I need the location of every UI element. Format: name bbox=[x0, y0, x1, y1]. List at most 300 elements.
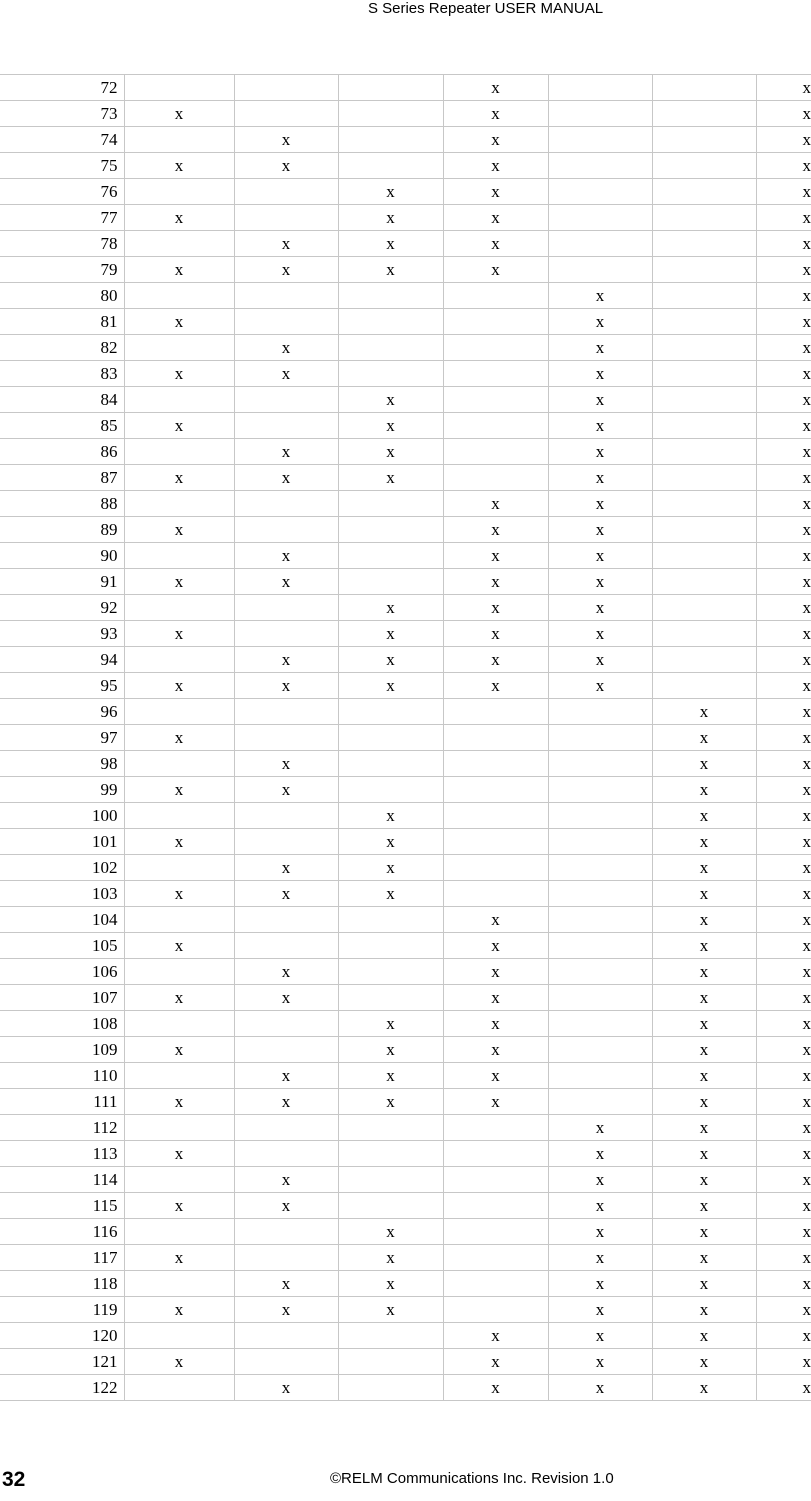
table-cell bbox=[124, 491, 234, 517]
table-cell: x bbox=[652, 1141, 756, 1167]
table-cell: x bbox=[338, 1219, 443, 1245]
table-row bbox=[0, 1115, 811, 1141]
table-cell: x bbox=[234, 881, 338, 907]
table-cell: x bbox=[338, 257, 443, 283]
table-cell: x bbox=[756, 153, 811, 179]
row-number: 97 bbox=[0, 725, 124, 751]
table-row bbox=[0, 257, 811, 283]
table-cell bbox=[234, 1115, 338, 1141]
table-cell bbox=[124, 179, 234, 205]
table-cell: x bbox=[548, 1323, 652, 1349]
table-cell: x bbox=[443, 101, 548, 127]
table-cell: x bbox=[652, 1063, 756, 1089]
table-cell bbox=[234, 1323, 338, 1349]
table-cell bbox=[338, 1141, 443, 1167]
table-cell bbox=[443, 1115, 548, 1141]
table-cell bbox=[548, 1063, 652, 1089]
table-cell bbox=[338, 569, 443, 595]
table-cell: x bbox=[756, 855, 811, 881]
table-cell bbox=[443, 1245, 548, 1271]
row-number: 92 bbox=[0, 595, 124, 621]
row-number: 103 bbox=[0, 881, 124, 907]
table-cell bbox=[443, 1219, 548, 1245]
row-number: 82 bbox=[0, 335, 124, 361]
table-cell bbox=[124, 647, 234, 673]
row-number: 105 bbox=[0, 933, 124, 959]
table-cell: x bbox=[756, 595, 811, 621]
table-row bbox=[0, 413, 811, 439]
table-cell bbox=[443, 881, 548, 907]
table-cell: x bbox=[652, 1245, 756, 1271]
table-cell: x bbox=[652, 1375, 756, 1401]
table-cell bbox=[234, 413, 338, 439]
table-cell: x bbox=[756, 699, 811, 725]
row-number: 111 bbox=[0, 1089, 124, 1115]
table-cell bbox=[652, 179, 756, 205]
table-cell: x bbox=[234, 335, 338, 361]
table-cell: x bbox=[548, 595, 652, 621]
table-cell bbox=[443, 829, 548, 855]
table-cell: x bbox=[234, 439, 338, 465]
table-cell: x bbox=[234, 361, 338, 387]
table-cell: x bbox=[124, 1141, 234, 1167]
table-cell: x bbox=[124, 517, 234, 543]
table-cell bbox=[234, 1141, 338, 1167]
table-row bbox=[0, 621, 811, 647]
table-cell: x bbox=[338, 1011, 443, 1037]
table-cell: x bbox=[234, 777, 338, 803]
table-cell: x bbox=[234, 1271, 338, 1297]
table-cell: x bbox=[124, 465, 234, 491]
table-row bbox=[0, 153, 811, 179]
table-cell bbox=[443, 1167, 548, 1193]
table-cell: x bbox=[548, 283, 652, 309]
table-cell: x bbox=[756, 1141, 811, 1167]
table-cell: x bbox=[443, 231, 548, 257]
table-cell: x bbox=[548, 1245, 652, 1271]
table-cell bbox=[338, 361, 443, 387]
table-cell: x bbox=[756, 725, 811, 751]
row-number: 83 bbox=[0, 361, 124, 387]
table-row bbox=[0, 127, 811, 153]
table-cell: x bbox=[756, 1323, 811, 1349]
table-cell: x bbox=[652, 1271, 756, 1297]
table-cell bbox=[124, 803, 234, 829]
table-cell bbox=[652, 673, 756, 699]
table-cell: x bbox=[548, 1375, 652, 1401]
table-cell bbox=[338, 491, 443, 517]
table-cell: x bbox=[756, 933, 811, 959]
table-cell bbox=[234, 205, 338, 231]
table-row bbox=[0, 1297, 811, 1323]
table-row bbox=[0, 803, 811, 829]
table-cell bbox=[548, 881, 652, 907]
table-cell: x bbox=[548, 621, 652, 647]
table-cell: x bbox=[652, 751, 756, 777]
table-cell bbox=[338, 309, 443, 335]
table-cell bbox=[234, 621, 338, 647]
table-cell: x bbox=[443, 491, 548, 517]
table-cell: x bbox=[443, 647, 548, 673]
table-cell: x bbox=[443, 673, 548, 699]
table-cell: x bbox=[338, 673, 443, 699]
table-cell: x bbox=[756, 803, 811, 829]
table-cell bbox=[124, 699, 234, 725]
table-cell: x bbox=[338, 829, 443, 855]
table-cell bbox=[652, 283, 756, 309]
table-cell: x bbox=[443, 1349, 548, 1375]
table-row bbox=[0, 725, 811, 751]
table-cell bbox=[548, 907, 652, 933]
table-cell bbox=[652, 257, 756, 283]
table-cell bbox=[548, 179, 652, 205]
table-row bbox=[0, 101, 811, 127]
table-row bbox=[0, 933, 811, 959]
table-cell bbox=[234, 179, 338, 205]
table-cell bbox=[548, 205, 652, 231]
table-cell bbox=[548, 101, 652, 127]
table-cell bbox=[652, 75, 756, 101]
table-cell: x bbox=[548, 1219, 652, 1245]
table-cell bbox=[443, 1297, 548, 1323]
table-cell: x bbox=[443, 907, 548, 933]
row-number: 100 bbox=[0, 803, 124, 829]
table-cell bbox=[548, 153, 652, 179]
row-number: 98 bbox=[0, 751, 124, 777]
table-cell bbox=[652, 231, 756, 257]
table-cell: x bbox=[124, 777, 234, 803]
table-cell bbox=[124, 907, 234, 933]
table-cell bbox=[548, 75, 652, 101]
table-cell bbox=[652, 335, 756, 361]
table-cell: x bbox=[124, 621, 234, 647]
table-cell bbox=[443, 1141, 548, 1167]
table-row bbox=[0, 1063, 811, 1089]
table-cell bbox=[338, 1323, 443, 1349]
table-cell: x bbox=[338, 621, 443, 647]
table-cell: x bbox=[338, 1063, 443, 1089]
table-cell bbox=[652, 361, 756, 387]
table-cell bbox=[338, 1349, 443, 1375]
table-cell: x bbox=[338, 803, 443, 829]
table-cell: x bbox=[548, 361, 652, 387]
table-cell: x bbox=[234, 569, 338, 595]
table-cell: x bbox=[756, 673, 811, 699]
table-cell bbox=[338, 1115, 443, 1141]
table-cell: x bbox=[652, 959, 756, 985]
table-cell: x bbox=[756, 985, 811, 1011]
table-cell: x bbox=[756, 257, 811, 283]
row-number: 115 bbox=[0, 1193, 124, 1219]
table-cell bbox=[548, 127, 652, 153]
table-cell bbox=[652, 101, 756, 127]
table-cell: x bbox=[756, 1167, 811, 1193]
table-cell bbox=[234, 309, 338, 335]
table-cell: x bbox=[338, 465, 443, 491]
row-number: 74 bbox=[0, 127, 124, 153]
table-cell bbox=[338, 933, 443, 959]
table-row bbox=[0, 1375, 811, 1401]
table-cell bbox=[338, 959, 443, 985]
row-number: 77 bbox=[0, 205, 124, 231]
table-cell: x bbox=[548, 543, 652, 569]
table-row bbox=[0, 543, 811, 569]
table-cell: x bbox=[234, 673, 338, 699]
table-cell bbox=[652, 439, 756, 465]
table-cell bbox=[338, 75, 443, 101]
table-row bbox=[0, 335, 811, 361]
table-cell: x bbox=[756, 179, 811, 205]
table-cell: x bbox=[338, 205, 443, 231]
table-cell: x bbox=[756, 205, 811, 231]
table-cell bbox=[652, 387, 756, 413]
table-cell bbox=[124, 959, 234, 985]
row-number: 88 bbox=[0, 491, 124, 517]
row-number: 93 bbox=[0, 621, 124, 647]
row-number: 108 bbox=[0, 1011, 124, 1037]
table-cell: x bbox=[756, 647, 811, 673]
table-cell bbox=[234, 1011, 338, 1037]
table-cell: x bbox=[756, 413, 811, 439]
table-cell bbox=[124, 1375, 234, 1401]
row-number: 107 bbox=[0, 985, 124, 1011]
table-cell: x bbox=[338, 439, 443, 465]
table-cell: x bbox=[756, 1089, 811, 1115]
row-number: 112 bbox=[0, 1115, 124, 1141]
table-cell: x bbox=[443, 1011, 548, 1037]
table-cell bbox=[338, 283, 443, 309]
table-cell: x bbox=[756, 1271, 811, 1297]
row-number: 78 bbox=[0, 231, 124, 257]
table-row bbox=[0, 699, 811, 725]
table-cell: x bbox=[652, 1297, 756, 1323]
table-cell: x bbox=[338, 387, 443, 413]
table-cell: x bbox=[756, 439, 811, 465]
table-cell bbox=[234, 1245, 338, 1271]
table-cell bbox=[548, 699, 652, 725]
table-cell bbox=[338, 1193, 443, 1219]
table-cell bbox=[124, 283, 234, 309]
table-cell bbox=[443, 855, 548, 881]
table-cell: x bbox=[234, 465, 338, 491]
table-row bbox=[0, 179, 811, 205]
table-cell bbox=[338, 751, 443, 777]
table-cell: x bbox=[548, 517, 652, 543]
row-number: 73 bbox=[0, 101, 124, 127]
table-cell: x bbox=[124, 413, 234, 439]
table-cell: x bbox=[338, 855, 443, 881]
table-row bbox=[0, 231, 811, 257]
table-cell: x bbox=[548, 491, 652, 517]
table-cell: x bbox=[124, 673, 234, 699]
table-row bbox=[0, 1245, 811, 1271]
table-cell: x bbox=[234, 1297, 338, 1323]
table-cell bbox=[443, 309, 548, 335]
table-row bbox=[0, 283, 811, 309]
table-cell: x bbox=[756, 1193, 811, 1219]
table-row bbox=[0, 595, 811, 621]
table-cell: x bbox=[756, 751, 811, 777]
table-cell: x bbox=[652, 725, 756, 751]
table-cell: x bbox=[756, 1375, 811, 1401]
table-cell bbox=[338, 1167, 443, 1193]
table-cell: x bbox=[234, 855, 338, 881]
row-number: 110 bbox=[0, 1063, 124, 1089]
table-cell bbox=[443, 1271, 548, 1297]
table-cell: x bbox=[443, 153, 548, 179]
table-cell: x bbox=[756, 621, 811, 647]
table-cell bbox=[124, 439, 234, 465]
table-cell bbox=[443, 335, 548, 361]
table-cell bbox=[548, 855, 652, 881]
table-cell bbox=[124, 127, 234, 153]
row-number: 87 bbox=[0, 465, 124, 491]
table-cell: x bbox=[124, 1193, 234, 1219]
table-cell: x bbox=[756, 569, 811, 595]
table-cell: x bbox=[443, 569, 548, 595]
table-cell bbox=[124, 1115, 234, 1141]
table-cell bbox=[443, 413, 548, 439]
table-row bbox=[0, 1037, 811, 1063]
row-number: 102 bbox=[0, 855, 124, 881]
table-cell: x bbox=[756, 231, 811, 257]
table-cell: x bbox=[548, 413, 652, 439]
row-number: 96 bbox=[0, 699, 124, 725]
table-row bbox=[0, 1167, 811, 1193]
table-cell: x bbox=[756, 361, 811, 387]
table-cell bbox=[443, 439, 548, 465]
table-cell: x bbox=[756, 1063, 811, 1089]
table-row bbox=[0, 1271, 811, 1297]
table-cell: x bbox=[234, 1193, 338, 1219]
table-row bbox=[0, 985, 811, 1011]
table-cell: x bbox=[756, 1011, 811, 1037]
table-cell bbox=[234, 1037, 338, 1063]
table-cell: x bbox=[652, 803, 756, 829]
table-cell bbox=[234, 933, 338, 959]
table-cell bbox=[652, 517, 756, 543]
table-cell: x bbox=[124, 1349, 234, 1375]
table-cell bbox=[548, 257, 652, 283]
table-cell bbox=[338, 699, 443, 725]
table-cell: x bbox=[443, 1063, 548, 1089]
table-cell bbox=[124, 387, 234, 413]
table-cell: x bbox=[652, 1089, 756, 1115]
table-cell: x bbox=[443, 985, 548, 1011]
table-row bbox=[0, 829, 811, 855]
row-number: 121 bbox=[0, 1349, 124, 1375]
table-cell: x bbox=[756, 1297, 811, 1323]
table-cell bbox=[234, 75, 338, 101]
table-cell bbox=[234, 907, 338, 933]
table-cell: x bbox=[443, 1037, 548, 1063]
table-cell bbox=[124, 1167, 234, 1193]
table-cell: x bbox=[234, 257, 338, 283]
table-cell bbox=[124, 1323, 234, 1349]
table-cell: x bbox=[443, 621, 548, 647]
table-cell bbox=[234, 1349, 338, 1375]
table-cell: x bbox=[234, 959, 338, 985]
row-number: 81 bbox=[0, 309, 124, 335]
table-cell bbox=[124, 1219, 234, 1245]
table-cell: x bbox=[548, 673, 652, 699]
table-cell: x bbox=[548, 1271, 652, 1297]
table-cell: x bbox=[548, 335, 652, 361]
table-cell: x bbox=[443, 933, 548, 959]
table-cell: x bbox=[652, 699, 756, 725]
table-cell: x bbox=[443, 959, 548, 985]
table-cell bbox=[652, 413, 756, 439]
table-cell bbox=[548, 985, 652, 1011]
table-cell: x bbox=[338, 413, 443, 439]
table-row bbox=[0, 309, 811, 335]
table-cell bbox=[338, 153, 443, 179]
table-cell: x bbox=[443, 543, 548, 569]
table-cell: x bbox=[443, 1323, 548, 1349]
row-number: 94 bbox=[0, 647, 124, 673]
table-cell bbox=[234, 725, 338, 751]
table-cell: x bbox=[124, 1089, 234, 1115]
row-number: 119 bbox=[0, 1297, 124, 1323]
table-cell: x bbox=[756, 387, 811, 413]
table-cell: x bbox=[234, 1063, 338, 1089]
table-cell: x bbox=[338, 1271, 443, 1297]
table-cell: x bbox=[443, 1089, 548, 1115]
table-cell: x bbox=[652, 777, 756, 803]
table-cell bbox=[124, 751, 234, 777]
table-cell: x bbox=[756, 491, 811, 517]
table-cell bbox=[652, 491, 756, 517]
table-cell: x bbox=[756, 1219, 811, 1245]
table-cell bbox=[234, 491, 338, 517]
table-cell: x bbox=[124, 881, 234, 907]
table-cell: x bbox=[443, 1375, 548, 1401]
table-cell: x bbox=[756, 1245, 811, 1271]
row-number: 84 bbox=[0, 387, 124, 413]
table-cell bbox=[548, 231, 652, 257]
table-cell bbox=[443, 387, 548, 413]
table-cell: x bbox=[124, 569, 234, 595]
table-cell bbox=[548, 777, 652, 803]
table-cell: x bbox=[443, 205, 548, 231]
table-cell bbox=[443, 751, 548, 777]
row-number: 118 bbox=[0, 1271, 124, 1297]
table-cell: x bbox=[652, 1323, 756, 1349]
table-cell: x bbox=[756, 283, 811, 309]
row-number: 122 bbox=[0, 1375, 124, 1401]
table-cell: x bbox=[548, 465, 652, 491]
table-cell bbox=[548, 803, 652, 829]
table-cell bbox=[234, 1219, 338, 1245]
table-row bbox=[0, 1141, 811, 1167]
table-row bbox=[0, 647, 811, 673]
table-cell bbox=[234, 829, 338, 855]
table-cell bbox=[443, 777, 548, 803]
table-cell bbox=[338, 985, 443, 1011]
table-cell: x bbox=[548, 647, 652, 673]
table-cell: x bbox=[234, 1375, 338, 1401]
table-cell bbox=[652, 621, 756, 647]
table-cell: x bbox=[652, 1167, 756, 1193]
table-cell: x bbox=[443, 517, 548, 543]
row-number: 117 bbox=[0, 1245, 124, 1271]
table-cell: x bbox=[124, 361, 234, 387]
table-cell bbox=[548, 829, 652, 855]
table-cell bbox=[234, 699, 338, 725]
row-number: 101 bbox=[0, 829, 124, 855]
table-cell: x bbox=[548, 387, 652, 413]
table-row bbox=[0, 1089, 811, 1115]
